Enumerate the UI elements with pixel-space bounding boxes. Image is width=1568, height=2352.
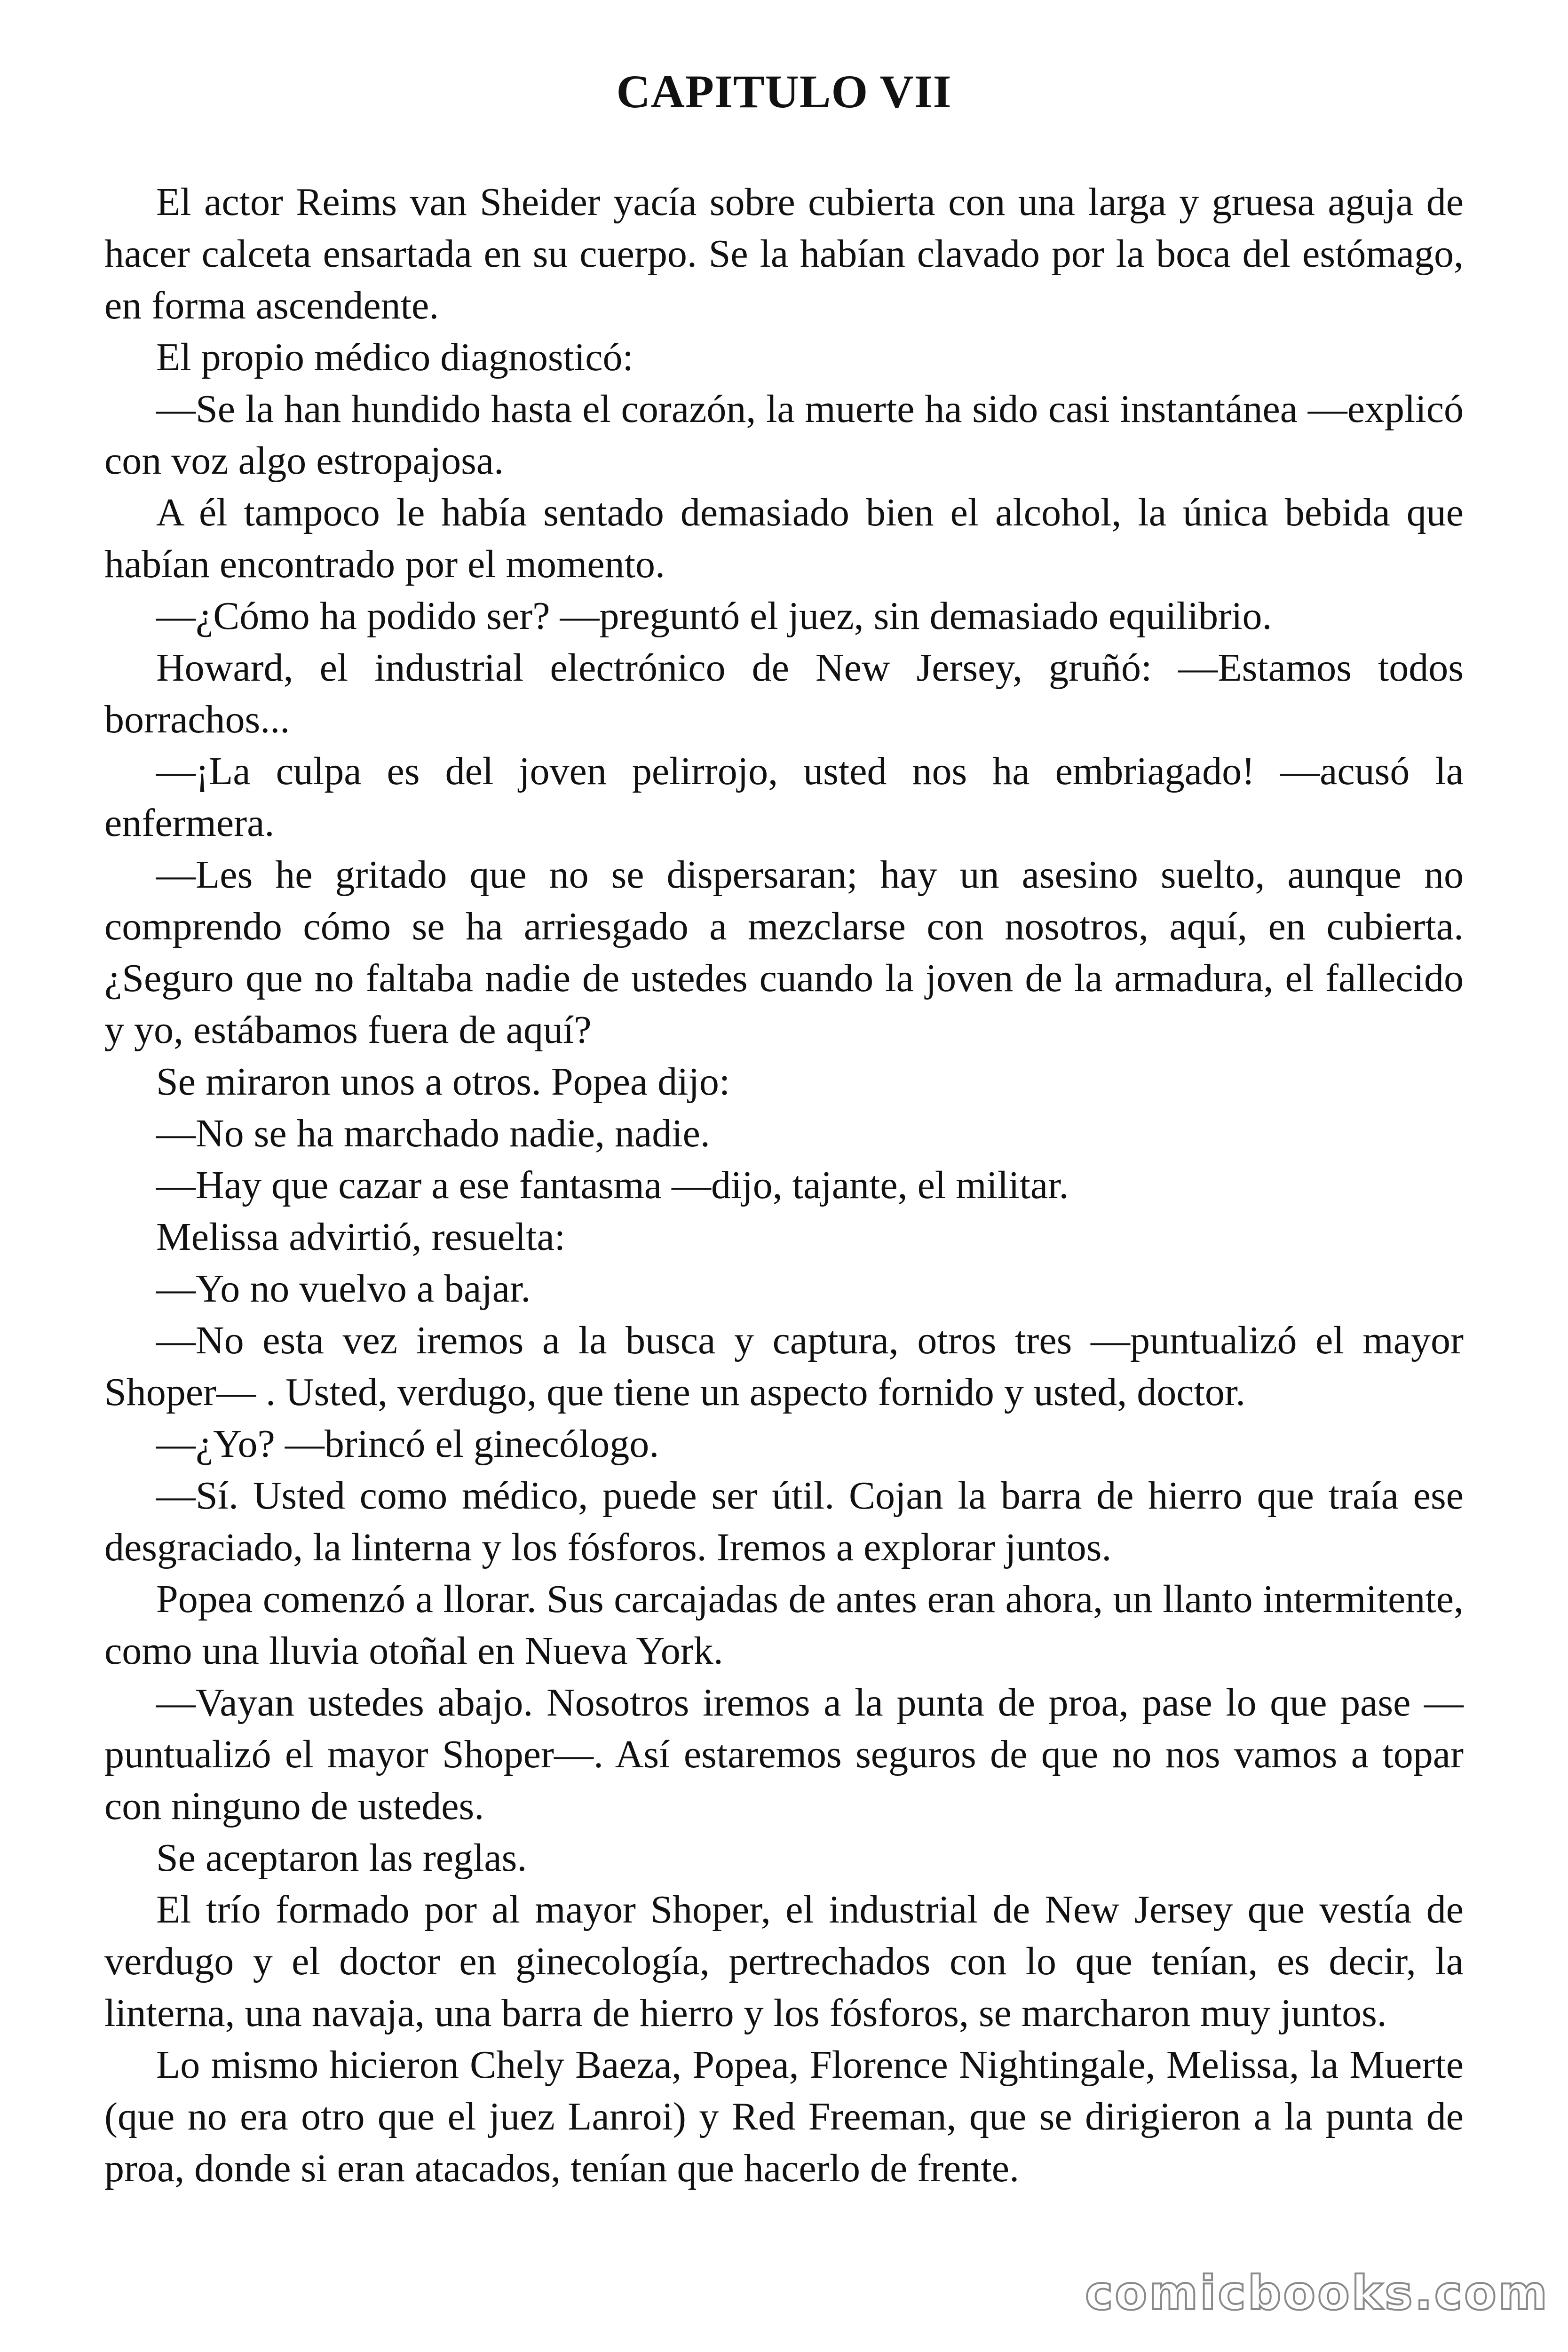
paragraph: El propio médico diagnosticó: bbox=[156, 335, 634, 379]
paragraph: —No se ha marchado nadie, nadie. bbox=[156, 1112, 710, 1155]
paragraph: —Les he gritado que no se dispersaran; hay un asesino suelto, aunque no comprendo cómo se ha arriesgado a mezclarse con nosotros, aquí, en cubierta. ¿Seguro que no faltaba nadie de ustedes cuando la joven de la armadura, el fallecido y yo, estábamos fuera de aquí? bbox=[104, 853, 1464, 1052]
paragraph: Lo mismo hicieron Chely Baeza, Popea, Florence Nightingale, Melissa, la Muerte (que no era otro que el juez Lanroi) y Red Freeman, que se dirigieron a la punta de proa, donde si eran atacados, tenían que hacerlo de frente. bbox=[104, 2043, 1464, 2190]
paragraph: El actor Reims van Sheider yacía sobre cubierta con una larga y gruesa aguja de hacer calceta ensartada en su cuerpo. Se la habían clavado por la boca del estómago, en forma ascendente. bbox=[104, 180, 1464, 327]
paragraph: —¿Cómo ha podido ser? —preguntó el juez, sin demasiado equilibrio. bbox=[156, 594, 1272, 638]
paragraph: —Hay que cazar a ese fantasma —dijo, tajante, el militar. bbox=[156, 1163, 1069, 1207]
paragraph: Se miraron unos a otros. Popea dijo: bbox=[156, 1060, 730, 1104]
paragraph: —Se la han hundido hasta el corazón, la muerte ha sido casi instantánea —explicó con voz algo estropajosa. bbox=[104, 387, 1464, 483]
paragraph: Se aceptaron las reglas. bbox=[156, 1836, 527, 1880]
paragraph: —Vayan ustedes abajo. Nosotros iremos a la punta de proa, pase lo que pase — puntualizó el mayor Shoper—. Así estaremos seguros de que no nos vamos a topar con ninguno de ustedes. bbox=[104, 1681, 1464, 1828]
watermark-logo: comicbooks.com bbox=[1085, 2265, 1549, 2320]
chapter-body bbox=[104, 176, 1464, 2194]
chapter-title: CAPITULO VII bbox=[616, 65, 952, 118]
paragraph: Howard, el industrial electrónico de New Jersey, gruñó: —Estamos todos borrachos... bbox=[104, 646, 1464, 741]
paragraph: El trío formado por al mayor Shoper, el industrial de New Jersey que vestía de verdugo y el doctor en ginecología, pertrechados con lo que tenían, es decir, la linterna, una navaja, una barra de hierro y los fósforos, se marcharon muy juntos. bbox=[104, 1888, 1464, 2035]
paragraph: —Sí. Usted como médico, puede ser útil. Cojan la barra de hierro que traía ese desgraciado, la linterna y los fósforos. Iremos a explorar juntos. bbox=[104, 1474, 1464, 1569]
paragraph: —¡La culpa es del joven pelirrojo, usted nos ha embriagado! —acusó la enfermera. bbox=[104, 749, 1464, 845]
paragraph: —Yo no vuelvo a bajar. bbox=[156, 1267, 531, 1311]
paragraph: A él tampoco le había sentado demasiado bien el alcohol, la única bebida que habían encontrado por el momento. bbox=[104, 491, 1464, 586]
paragraph: —No esta vez iremos a la busca y captura, otros tres —puntualizó el mayor Shoper— . Usted, verdugo, que tiene un aspecto fornido y usted, doctor. bbox=[104, 1319, 1464, 1414]
paragraph: Melissa advirtió, resuelta: bbox=[156, 1215, 566, 1259]
paragraph: Popea comenzó a llorar. Sus carcajadas de antes eran ahora, un llanto intermitente, como una lluvia otoñal en Nueva York. bbox=[104, 1577, 1464, 1673]
paragraph: —¿Yo? —brincó el ginecólogo. bbox=[156, 1422, 659, 1466]
